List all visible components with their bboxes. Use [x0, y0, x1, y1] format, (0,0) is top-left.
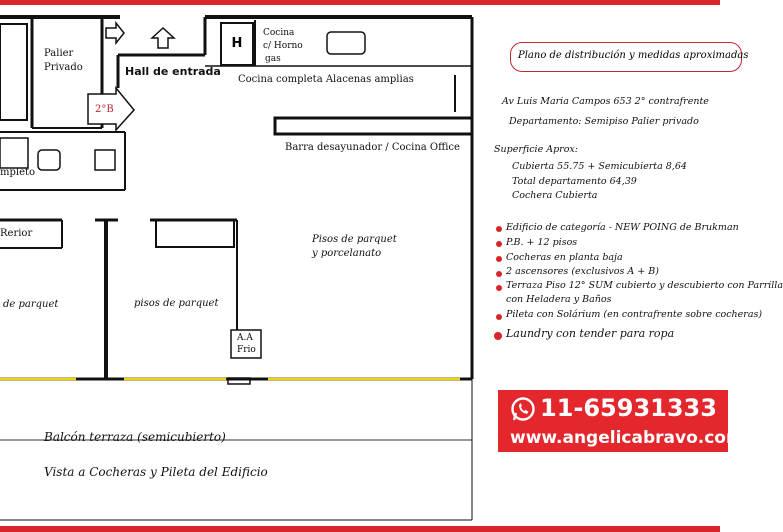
palier-label-1: Palier — [44, 48, 74, 59]
bullet-icon — [494, 332, 502, 340]
palier-label-2: Privado — [44, 62, 83, 73]
up-arrow-icon — [152, 28, 174, 48]
floor-tag: 2°B — [95, 104, 114, 115]
feature-6: con Heladera y Baños — [506, 294, 612, 305]
bullet-icon — [496, 241, 502, 247]
bullet-icon — [496, 226, 502, 232]
kitchen-full-label: Cocina completa Alacenas amplias — [238, 74, 414, 85]
bar-label: Barra desayunador / Cocina Office — [285, 142, 460, 153]
living-floor-label-1: Pisos de parquet — [312, 234, 397, 245]
phone-number: 11-65931333 — [540, 394, 717, 422]
view-label: Vista a Cocheras y Pileta del Edificio — [44, 465, 268, 479]
website: www.angelicabravo.com — [510, 428, 744, 448]
bullet-icon — [496, 256, 502, 262]
plan-title: Plano de distribución y medidas aproximadas — [518, 50, 749, 61]
bath-fixture — [0, 138, 28, 168]
kitchen-sink — [327, 32, 365, 54]
balcony-label: Balcón terraza (semicubierto) — [44, 430, 226, 444]
entry-arrow-icon — [106, 23, 124, 43]
kitchen-label-2: c/ Horno — [263, 41, 303, 51]
feature-8: Laundry con tender para ropa — [506, 327, 675, 340]
feature-4: 2 ascensores (exclusivos A + B) — [506, 266, 659, 277]
surface-line-2: Total departamento 64,39 — [512, 176, 637, 187]
bar-counter — [275, 118, 472, 134]
bullet-icon — [496, 271, 502, 277]
bedroom2-floor-label: pisos de parquet — [134, 298, 219, 309]
bullet-icon — [496, 285, 502, 291]
closet — [156, 220, 234, 247]
surface-line-1: Cubierta 55.75 + Semicubierta 8,64 — [512, 161, 687, 172]
feature-7: Pileta con Solárium (en contrafrente sobre cocheras) — [506, 309, 763, 320]
whatsapp-icon — [510, 396, 536, 422]
hall-label: Hall de entrada — [125, 65, 221, 78]
surface-title: Superficie Aprox: — [494, 144, 578, 155]
ac-label-1: A.A — [237, 333, 253, 343]
address-line: Av Luis Maria Campos 653 2° contrafrente — [502, 96, 709, 107]
title-box — [510, 42, 749, 72]
feature-3: Cocheras en planta baja — [506, 252, 623, 263]
feature-5: Terraza Piso 12° SUM cubierto y descubierto con Parrilla — [506, 280, 783, 291]
feature-1: Edificio de categoría - NEW POING de Brukman — [506, 222, 739, 233]
bottom-frame-bar — [0, 526, 720, 532]
surface-line-3: Cochera Cubierta — [512, 190, 598, 201]
bath-sink — [38, 150, 60, 170]
contact-banner — [498, 390, 744, 452]
kitchen-label-3: gas — [265, 54, 281, 64]
bath-label: mpleto — [0, 167, 36, 178]
bath-block — [0, 24, 27, 120]
living-floor-label-2: y porcelanato — [312, 248, 382, 259]
feature-2: P.B. + 12 pisos — [506, 237, 578, 248]
room-partial-label: Rerior — [0, 228, 33, 239]
bedroom1-floor-label: de parquet — [3, 299, 59, 310]
bullet-icon — [496, 314, 502, 320]
ac-label-2: Frio — [237, 345, 256, 355]
kitchen-label-1: Cocina — [263, 28, 295, 38]
dept-line: Departamento: Semipiso Palier privado — [509, 116, 699, 127]
kitchen-stove: H — [220, 22, 254, 66]
bath-bidet — [95, 150, 115, 170]
